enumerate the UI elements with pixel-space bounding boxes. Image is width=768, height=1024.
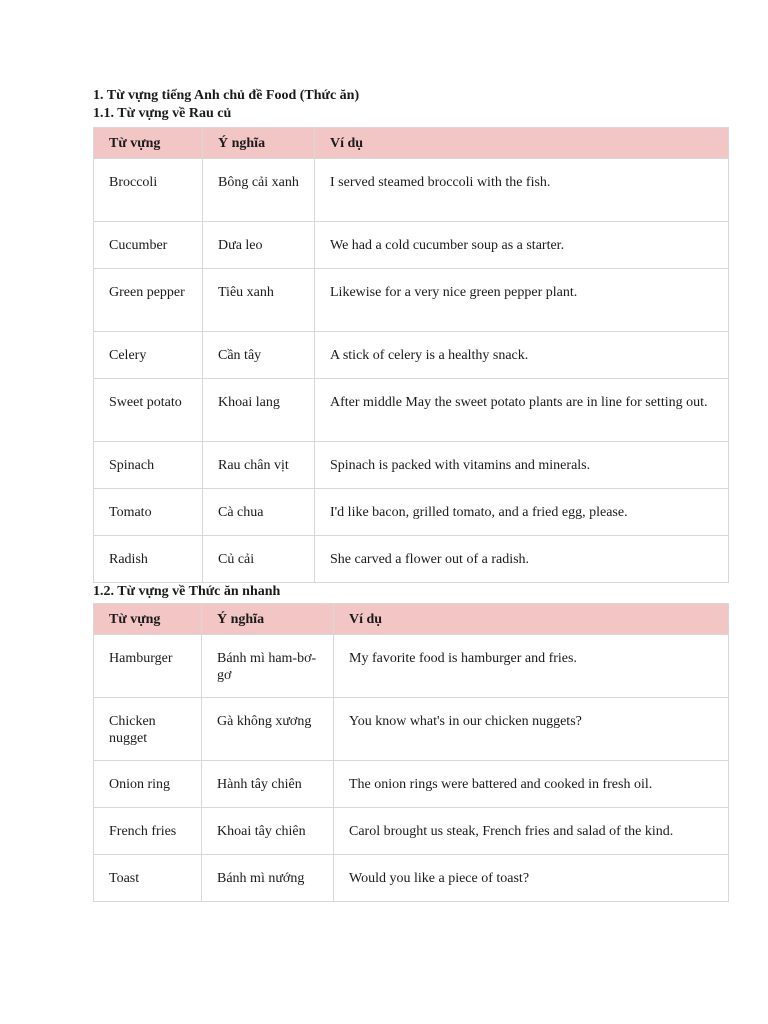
header-example: Ví dụ bbox=[315, 128, 729, 159]
table-row bbox=[94, 761, 729, 808]
cell-word: Sweet potato bbox=[94, 379, 203, 442]
cell-word: Broccoli bbox=[94, 159, 203, 222]
cell-example: The onion rings were battered and cooked in fresh oil. bbox=[334, 761, 729, 808]
cell-word: Cucumber bbox=[94, 222, 203, 269]
table-row bbox=[94, 855, 729, 902]
cell-word: French fries bbox=[94, 808, 202, 855]
header-word: Từ vựng bbox=[94, 128, 203, 159]
cell-example: We had a cold cucumber soup as a starter. bbox=[315, 222, 729, 269]
cell-meaning: Rau chân vịt bbox=[203, 442, 315, 489]
cell-example: She carved a flower out of a radish. bbox=[315, 536, 729, 583]
cell-word: Green pepper bbox=[94, 269, 203, 332]
cell-meaning: Củ cải bbox=[203, 536, 315, 583]
cell-word: Radish bbox=[94, 536, 203, 583]
cell-meaning: Gà không xương bbox=[202, 698, 334, 761]
vegetables-heading: 1.1. Từ vựng về Rau củ bbox=[93, 106, 232, 121]
cell-example: I served steamed broccoli with the fish. bbox=[315, 159, 729, 222]
table-row bbox=[94, 489, 729, 536]
cell-word: Hamburger bbox=[94, 635, 202, 698]
cell-meaning: Bông cải xanh bbox=[203, 159, 315, 222]
cell-meaning: Hành tây chiên bbox=[202, 761, 334, 808]
header-meaning: Ý nghĩa bbox=[203, 128, 315, 159]
cell-meaning: Tiêu xanh bbox=[203, 269, 315, 332]
cell-word: Onion ring bbox=[94, 761, 202, 808]
main-heading: 1. Từ vựng tiếng Anh chủ đề Food (Thức ăn) bbox=[93, 88, 360, 103]
cell-word: Spinach bbox=[94, 442, 203, 489]
cell-example: Spinach is packed with vitamins and minerals. bbox=[315, 442, 729, 489]
cell-word: Tomato bbox=[94, 489, 203, 536]
cell-example: Carol brought us steak, French fries and salad of the kind. bbox=[334, 808, 729, 855]
cell-example: After middle May the sweet potato plants are in line for setting out. bbox=[315, 379, 729, 442]
fastfood-table bbox=[93, 603, 729, 902]
table-row bbox=[94, 222, 729, 269]
table-row bbox=[94, 442, 729, 489]
vegetables-table bbox=[93, 127, 729, 583]
document-page bbox=[93, 87, 728, 902]
cell-meaning: Cà chua bbox=[203, 489, 315, 536]
cell-meaning: Dưa leo bbox=[203, 222, 315, 269]
table-row bbox=[94, 698, 729, 761]
header-example: Ví dụ bbox=[334, 604, 729, 635]
cell-example: Would you like a piece of toast? bbox=[334, 855, 729, 902]
cell-meaning: Khoai tây chiên bbox=[202, 808, 334, 855]
table-header-row bbox=[94, 604, 729, 635]
cell-meaning: Khoai lang bbox=[203, 379, 315, 442]
cell-example: My favorite food is hamburger and fries. bbox=[334, 635, 729, 698]
cell-example: Likewise for a very nice green pepper plant. bbox=[315, 269, 729, 332]
cell-word: Celery bbox=[94, 332, 203, 379]
header-meaning: Ý nghĩa bbox=[202, 604, 334, 635]
table-row bbox=[94, 332, 729, 379]
header-word: Từ vựng bbox=[94, 604, 202, 635]
cell-example: You know what's in our chicken nuggets? bbox=[334, 698, 729, 761]
table-row bbox=[94, 808, 729, 855]
cell-word: Chicken nugget bbox=[94, 698, 202, 761]
table-row bbox=[94, 536, 729, 583]
cell-meaning: Bánh mì ham-bơ-gơ bbox=[202, 635, 334, 698]
table-row bbox=[94, 379, 729, 442]
table-row bbox=[94, 269, 729, 332]
table-row bbox=[94, 159, 729, 222]
cell-example: A stick of celery is a healthy snack. bbox=[315, 332, 729, 379]
cell-example: I'd like bacon, grilled tomato, and a fried egg, please. bbox=[315, 489, 729, 536]
cell-meaning: Cần tây bbox=[203, 332, 315, 379]
table-header-row bbox=[94, 128, 729, 159]
cell-meaning: Bánh mì nướng bbox=[202, 855, 334, 902]
cell-word: Toast bbox=[94, 855, 202, 902]
table-row bbox=[94, 635, 729, 698]
fastfood-heading: 1.2. Từ vựng về Thức ăn nhanh bbox=[93, 584, 281, 599]
